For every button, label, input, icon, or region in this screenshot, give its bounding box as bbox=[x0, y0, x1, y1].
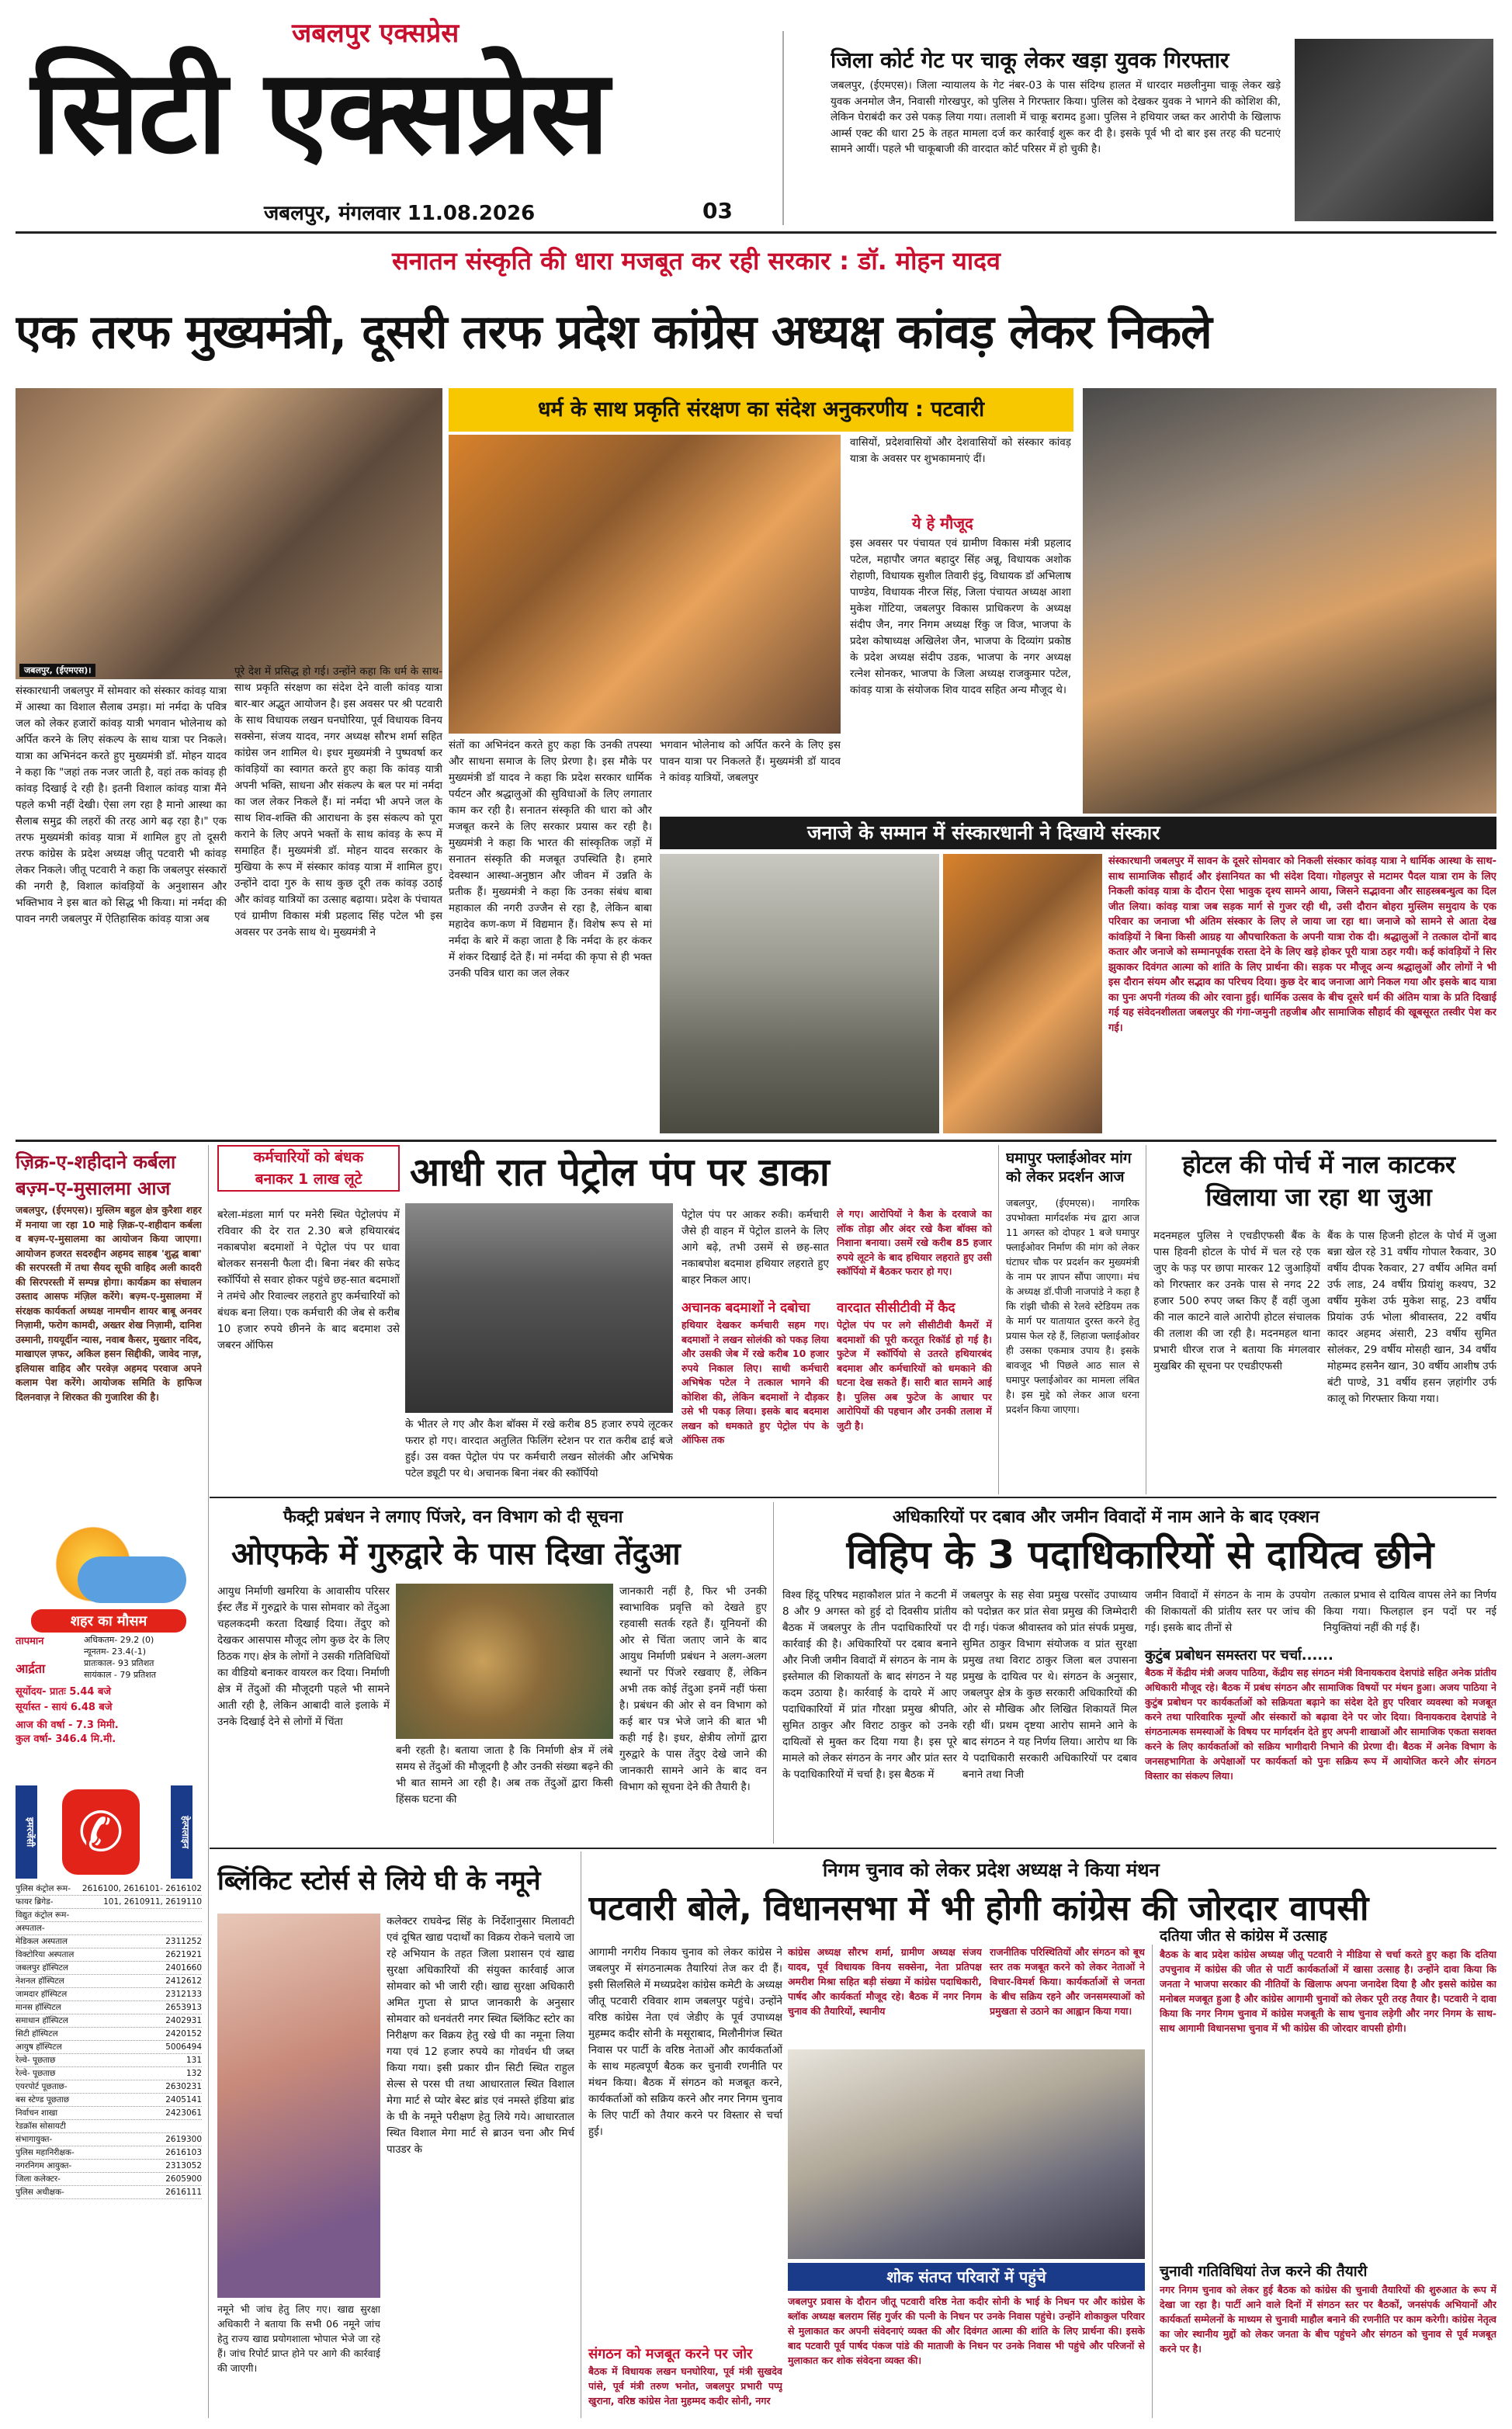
hotel-headline-2: खिलाया जा रहा था जुआ bbox=[1205, 1182, 1432, 1212]
lead-present-heading: ये हे मौजूद bbox=[912, 514, 973, 533]
newspaper-name: सिटी एक्सप्रेस bbox=[31, 45, 608, 180]
ghamapur-body: जबलपुर, (ईएमएस)। नागरिक उपभोक्ता मार्गदर्शक मंच द्वारा आज 11 अगस्त को दोपहर 1 बजे घमापुर फ्लाईओवर निर्माण की मांग को लेकर घंटाघर चौक पर प्रदर्शन कर मुख्यमंत्री के नाम पर ज्ञापन सौंपा जाएगा। मंच के अध्यक्ष डॉ.पीजी नाजपांडे ने कहा है कि रांझी चौकी से रेलवे स्टेडियम तक के मार्ग पर यातायात दुरस्त करने हेतु प्रयास फेल रहे हैं, लिहाजा फ्लाईओवर ही उसका एकमात्र उपाय है। इसके बावजूद भी पिछले आठ साल से घमापुर फ्लाईओवर का मामला लंबित है। इस मुद्दे को लेकर आज धरना प्रदर्शन किया जाएगा। bbox=[1006, 1197, 1139, 1415]
condolence-heading: शोक संतप्त परिवारों में पहुंचे bbox=[788, 2263, 1145, 2291]
top-story-headline: जिला कोर्ट गेट पर चाकू लेकर खड़ा युवक गिरफ्तार bbox=[831, 47, 1229, 73]
helpline-row-name: जबलपुर हॉस्पिटल bbox=[16, 1963, 68, 1973]
helpline-row-number: 2605900 bbox=[165, 2174, 202, 2184]
weather-title: शहर का मौसम bbox=[31, 1609, 186, 1633]
petrol-photo bbox=[405, 1203, 673, 1413]
helpline-list bbox=[16, 1882, 202, 2199]
masthead bbox=[31, 8, 753, 227]
top-story-photo bbox=[1295, 39, 1493, 221]
helpline-row-number: 2619300 bbox=[165, 2135, 202, 2144]
helpline-row bbox=[16, 2120, 202, 2133]
congress-side-body-2: नगर निगम चुनाव को लेकर हुई बैठक को कांग्रेस की चुनावी तैयारियों की शुरुआत के रूप में देखा जा रहा है। पार्टी आने वाले दिनों में संगठन स्तर पर बैठकों, जनसंपर्क अभियानों और कार्यकर्ता सम्मेलनों के माध्यम से चुनावी माहौल बनाने की रणनीति पर काम करेगी। कांग्रेस नेतृत्व का जोर स्थानीय मुद्दों को लेकर जनता के बीच पहुंचने और संगठन को चुनाव से पूर्व मजबूत करने पर है। bbox=[1160, 2284, 1496, 2354]
helpline-row-number: 2616103 bbox=[165, 2148, 202, 2157]
weather-humidity-label: आर्द्रता bbox=[16, 1661, 46, 1676]
helpline-row-name: अस्पताल- bbox=[16, 1924, 45, 1933]
congress-side-body: बैठक के बाद प्रदेश कांग्रेस अध्यक्ष जीतू पटवारी ने मीडिया से चर्चा करते हुए कहा कि दतिया उपचुनाव में कांग्रेस की जीत से पार्टी कार्यकर्ताओं में खासा उत्साह है। उन्होंने दावा किया कि जनता ने भाजपा सरकार की नीतियों के खिलाफ अपना जनादेश दिया है और इससे कांग्रेस का मनोबल मजबूत हुआ है और कांग्रेस आगामी चुनावों को लेकर पूरी तरह तैयार है। पटवारी ने दावा किया कि नगर निगम चुनाव में कांग्रेस मजबूती के साथ चुनाव लड़ेगी और नगर निगम के साथ-साथ आगामी विधानसभा चुनाव में भी कांग्रेस की जोरदार वापसी होगी। bbox=[1160, 1948, 1496, 2034]
weather-box bbox=[16, 1525, 202, 1743]
weather-morning: प्रातःकाल- 93 प्रतिशत bbox=[84, 1658, 154, 1668]
helpline-row-name: सिटी हॉस्पिटल bbox=[16, 2029, 58, 2039]
masthead-divider bbox=[782, 31, 784, 225]
congress-headline: पटवारी बोले, विधानसभा में भी होगी कांग्रेस की जोरदार वापसी bbox=[588, 1889, 1369, 1928]
funeral-body: संस्कारधानी जबलपुर में सावन के दूसरे सोमवार को निकली संस्कार कांवड़ यात्रा ने धार्मिक आस्था के साथ-साथ सामाजिक सौहार्द और इंसानियत का भी संदेश दिया। गोहलपुर से मटामर पैदल यात्रा राम के लिए निकली कांवड़ यात्रा के दौरान ऐसा भावुक दृश्य सामने आया, जिसने सद्भावना और साहस्त्रबन्धुत्व का दिल जीत लिया। कांवड़ यात्रा जब सड़क मार्ग से गुजर रही थी, उसी दौरान बोहरा मुस्लिम समुदाय के एक परिवार का जनाजा भी अंतिम संस्कार के लिए ले जाया जा रहा था। जनाजे को सामने से आता देख कांवड़ियों ने बिना किसी आग्रह या औपचारिकता के अपनी यात्रा रोक दी। श्रद्धालुओं ने तत्काल दोनों बाद कतार और जनाजे को सम्मानपूर्वक रास्ता देने के लिए खड़े होकर पूरी यात्रा ठहर गयी। कई कांवड़ियों ने सिर झुकाकर दिवंगत आत्मा को शांति के लिए प्रार्थना की। सड़क पर मौजूद अन्य श्रद्धालुओं और लोगों ने भी इस दौरान संयम और सद्भाव का परिचय दिया। कुछ देर बाद जनाजा आगे निकल गया और इसके बाद यात्रा का पुनः अपनी गंतव्य की ओर रवाना हुई। धार्मिक उत्सव के बीच दूसरे धर्म की अंतिम यात्रा के प्रति दिखाई गई यह संवेदनशीलता जबलपुर की गंगा-जमुनी तहजीब और सामाजिक सौहार्द की खूबसूरत तस्वीर पेश कर गई। bbox=[1108, 855, 1496, 1034]
helpline-row-name: संभागायुक्त- bbox=[16, 2135, 53, 2144]
helpline-row-name: फायर ब्रिगेड- bbox=[16, 1897, 54, 1907]
funeral-photo-1 bbox=[660, 854, 939, 1133]
ghamapur-headline-1: घमापुर फ्लाईओवर मांग bbox=[1006, 1150, 1132, 1167]
weather-rain-total: कुल वर्षा- 346.4 मि.मी. bbox=[16, 1733, 116, 1745]
lead-col-5b: इस अवसर पर पंचायत एवं ग्रामीण विकास मंत्री प्रहलाद पटेल, महापौर जगत बहादुर सिंह अन्नू, विधायक अशोक रोहाणी, विधायक सुशील तिवारी इंदु, विधायक डॉ अभिलाष पाण्डेय, विधायक नीरज सिंह, जिला पंचायत अध्यक्ष आशा मुकेश गोंटिया, जबलपुर विकास प्राधिकरण के अध्यक्ष संदीप जैन, नगर निगम अध्यक्ष रिंकु ज विज, भाजपा के प्रदेश कोषाध्यक्ष अखिलेश जैन, भाजपा के दिव्यांग प्रकोष्ठ के प्रदेश अध्यक्ष संदीप उडक, भाजपा के नगर अध्यक्ष रत्नेश सोनकर, भाजपा के जिला अध्यक्ष राजकुमार पटेल, कांवड़ यात्रा के संयोजक शिव यादव सहित अन्य मौजूद थे। bbox=[850, 537, 1071, 696]
helpline-row-number: 2616111 bbox=[165, 2188, 202, 2197]
funeral-photo-2 bbox=[943, 854, 1102, 1133]
helpline-row-name: रेडक्रॉस सोसायटी bbox=[16, 2122, 66, 2131]
lead-subhead: धर्म के साथ प्रकृति संरक्षण का संदेश अनुकरणीय : पटवारी bbox=[449, 388, 1073, 432]
petrol-tag bbox=[217, 1145, 400, 1192]
helpline-row-number: 131 bbox=[186, 2056, 202, 2065]
helpline-row bbox=[16, 2041, 202, 2054]
helpline-row-name: जामदार हॉस्पिटल bbox=[16, 1990, 68, 1999]
helpline-row bbox=[16, 1922, 202, 1935]
helpline-row-name: पुलिस महानिरीक्षक- bbox=[16, 2148, 75, 2157]
helpline-row-name: बस स्टेण्ड पूछताछ bbox=[16, 2095, 70, 2105]
leopard-col-1: आयुध निर्माणी खमरिया के आवासीय परिसर ईस्ट लैंड में गुरुद्वारे के पास सोमवार को तेंदुआ चहलकदमी करता दिखाई दिया। तेंदुए को देखकर आसपास मौजूद लोग कुछ देर के लिए ठिठक गए। क्षेत्र के लोगों ने उसकी गतिविधियों का वीडियो बनाकर वायरल कर दिया। निर्माणी क्षेत्र में तेंदुओं की मौजूदगी पहले भी सामने आती रही है, लेकिन आबादी वाले इलाके में उनके दिखाई देने से लोगों में चिंता bbox=[217, 1585, 390, 1728]
helpline-left-label: इमरजेंसी bbox=[16, 1785, 37, 1879]
helpline-row bbox=[16, 2173, 202, 2186]
hotel-col-2: बैंक के पास हिजनी होटल के पोर्च में जुआ बन्ना खेल रहे 31 वर्षीय गोपाल रैकवार, 30 वर्षीय दीपक रैकवार, 27 वर्षीय अमित वर्मा उर्फ लाड, 24 वर्षीय प्रियांशु कश्यप, 32 वर्षीय मुकेश उर्फ मुकेश साहू, 23 वर्षीय प्रियांक उर्फ भोला श्रीवास्तव, 22 वर्षीय कादर अहमद अंसारी, 23 वर्षीय सुमित सोलंकर, 29 वर्षीय मोसही खान, 34 वर्षीय मोहम्मद हसनैन खान, 30 वर्षीय आशीष उर्फ बंटी पाण्डे, 31 वर्षीय हसन ज़हांगीर उर्फ कालू को गिरफ्तार किया गया। bbox=[1327, 1230, 1496, 1405]
helpline-row-number: 2313052 bbox=[165, 2161, 202, 2170]
congress-photo bbox=[788, 2049, 1145, 2259]
helpline-row-number: 2621921 bbox=[165, 1950, 202, 1959]
vhp-col-1: विश्व हिंदू परिषद महाकौशल प्रांत ने कटनी में 8 और 9 अगस्त को हुई दो दिवसीय प्रांतीय बैठक में जबलपुर के तीन पदाधिकारियों पर कार्रवाई की है। अधिकारियों पर दबाव बनाने और निजी जमीन विवादों में संगठन के नाम के इस्तेमाल की शिकायतों के बाद संगठन ने यह कदम उठाया है। कार्रवाई के दायरे में आए पदाधिकारियों में प्रांत गौरक्षा प्रमुख श्रीपति, सुमित ठाकुर और विराट ठाकुर को उनके दायित्वों से मुक्त कर दिया गया है। इस पूरे मामले को लेकर संगठन के नगर और प्रांत स्तर के पदाधिकारियों में चर्चा है। इस बैठक में bbox=[782, 1589, 957, 1781]
congress-side-heading-2: चुनावी गतिविधियां तेज करने की तैयारी bbox=[1160, 2263, 1368, 2280]
left-col-divider bbox=[208, 1145, 209, 2418]
funeral-headline: जनाजे के सम्मान में संस्कारधानी ने दिखाये संस्कार bbox=[660, 817, 1496, 849]
petrol-col-4a: ले गए। आरोपियों ने कैश के दरवाजे का लॉक तोड़ा और अंदर रखे कैश बॉक्स को निशाना बनाया। उसमें रखे करीब 85 हजार रुपये लूटने के बाद हथियार लहराते हुए उसी स्कॉर्पियो में बैठकर फरार हो गए। bbox=[837, 1208, 992, 1277]
blinkit-body: कलेक्टर राघवेन्द्र सिंह के निर्देशानुसार मिलावटी एवं दूषित खाद्य पदार्थों का विक्रय रोकने चलाये जा रहे अभियान के तहत जिला प्रशासन एवं खाद्य सुरक्षा अधिकारियों की संयुक्त कार्रवाई आज सोमवार को भी जारी रही। खाद्य सुरक्षा अधिकारी अमित गुप्ता से प्राप्त जानकारी के अनुसार सोमवार को धनवंतरी नगर स्थित ब्लिंकिट स्टोर का निरीक्षण कर विक्रय हेतु रखे घी का नमूना लिया गया एवं 12 हजार रुपये का गोवर्धन घी जब्त किया गया। इसी प्रकार ग्रीन सिटी स्थित राहुल सेल्स से परस घी तथा आधारताल स्थित विशाल मेगा मार्ट से प्योर बेस्ट ब्रांड एवं नमस्ते इंडिया ब्रांड के घी के नमूने परीक्षण हेतु लिये गये। आधारताल स्थित विशाल मेगा मार्ट से ब्राउन चना और मिर्च पाउडर के bbox=[387, 1915, 574, 2156]
helpline-row bbox=[16, 1909, 202, 1922]
petrol-col-3: पेट्रोल पंप पर आकर रुकी। कर्मचारी जैसे ही वाहन में पेट्रोल डालने के लिए आगे बढ़े, तभी उसमें से छह-सात नकाबपोश बदमाश हथियार लहराते हुए बाहर निकल आए। bbox=[681, 1209, 829, 1286]
helpline-row-number: 101, 2610911, 2619110 bbox=[103, 1897, 202, 1907]
page-number: 03 bbox=[702, 198, 733, 224]
leopard-col-3: जानकारी नहीं है, फिर भी उनकी स्वाभाविक प्रवृत्ति को देखते हुए रहवासी सतर्क रहते हैं। यूनियनों की ओर से चिंता जताए जाने के बाद आयुध निर्माणी प्रबंधन ने अलग-अलग स्थानों पर पिंजरे रखवाए हैं, लेकिन अभी तक कोई तेंदुआ इनमें नहीं फंसा है। प्रबंधन की ओर से वन विभाग को कई बार पत्र भेजे जाने की बात भी कही गई है। इधर, क्षेत्रीय लोगों द्वारा गुरुद्वारे के पास तेंदुए देखे जाने की जानकारी सामने आने के बाद वन विभाग को सूचना देने की तैयारी है। bbox=[619, 1585, 767, 1793]
congress-side-heading: दतिया जीत से कांग्रेस में उत्साह bbox=[1160, 1928, 1327, 1945]
helpline-row-name: विद्युत कंट्रोल रूम- bbox=[16, 1910, 70, 1920]
congress-col-1: आगामी नगरीय निकाय चुनाव को लेकर कांग्रेस ने जबलपुर में संगठनात्मक तैयारियां तेज कर दी हैं। इसी सिलसिले में मध्यप्रदेश कांग्रेस कमेटी के अध्यक्ष जीतू पटवारी रविवार शाम जबलपुर पहुंचे। उन्होंने वरिष्ठ कांग्रेस नेता एवं जेडीए के पूर्व उपाध्यक्ष मुहम्मद कदीर सोनी के मसूराबाद, मिलौनीगंज स्थित निवास पर पार्टी के वरिष्ठ नेताओं और कार्यकर्ताओं के साथ महत्वपूर्ण बैठक कर चुनावी रणनीति पर मंथन किया। बैठक में संगठन को मजबूत करने, कार्यकर्ताओं को सक्रिय करने और नगर निगम चुनाव के लिए पार्टी को तैयार करने पर विस्तार से चर्चा हुई। bbox=[588, 1946, 782, 2138]
helpline-row bbox=[16, 2133, 202, 2146]
helpline-row-number: 132 bbox=[186, 2069, 202, 2078]
vhp-col-2: जबलपुर के सह सेवा प्रमुख परसोंद उपाध्याय को पदोन्नत कर प्रांत सेवा प्रमुख की जिम्मेदारी दी गई। पंकज श्रीवास्तव को प्रांत संपर्क प्रमुख, सुमित ठाकुर विभाग संयोजक व प्रांत सुरक्षा प्रमुख तथा विराट ठाकुर जिला बल उपासना प्रमुख के दायित्व पर थे। संगठन के अनुसार, जबलपुर क्षेत्र के कुछ सरकारी अधिकारियों की ओर से मौखिक और लिखित शिकायतें मिल रही थीं। प्रथम दृष्टया आरोप सामने आने के बाद संगठन ने यह निर्णय लिया। आरोप था कि ये पदाधिकारी सरकारी अधिकारियों पर दबाव बनाने तथा निजी bbox=[962, 1589, 1137, 1781]
helpline-row-name: मानस हॉस्पिटल bbox=[16, 2003, 61, 2012]
helpline-row bbox=[16, 2186, 202, 2199]
petrol-col4-heading: वारदात सीसीटीवी में कैद bbox=[837, 1300, 955, 1316]
helpline-row-name: नेशनल हॉस्पिटल bbox=[16, 1976, 64, 1986]
lead-col-1: संस्कारधानी जबलपुर में सोमवार को संस्कार कांवड़ यात्रा में आस्था का विशाल सैलाब उमड़ा। मां नर्मदा के पवित्र जल को लेकर हजारों कांवड़ यात्री भगवान भोलेनाथ को अर्पित करने के लिए संकल्प के साथ यात्रा पर निकले। यात्रा का अभिनंदन करते हुए मुख्यमंत्री डॉ. मोहन यादव ने कहा कि "जहां तक नजर जाती है, वहां तक कांवड़ ही कांवड़ दिखाई दे रही है। इतनी विशाल कांवड़ यात्रा मैंने पहले कभी नहीं देखी। ऐसा लग रहा है मानो आस्था का सैलाब समुद्र की लहरों की तरह आगे बढ़ रहा है।" एक तरफ मुख्यमंत्री कांवड़ यात्रा में शामिल हुए तो दूसरी तरफ कांग्रेस के प्रदेश अध्यक्ष जीतू पटवारी भी कांवड़ लेकर निकले। जीतू पटवारी ने कहा कि जबलपुर संस्कारों की नगरी है, विशाल कांवड़ियों के अनुशासन और भक्तिभाव ने इस बात को सिद्ध भी किया। मां नर्मदा की पावन नगरी जबलपुर में ऐतिहासिक कांवड़ यात्रा अब bbox=[16, 685, 227, 925]
leopard-kicker: फैक्ट्री प्रबंधन ने लगाए पिंजरे, वन विभाग को दी सूचना bbox=[283, 1508, 623, 1527]
helpline-right-label: हेल्पलाइन bbox=[171, 1785, 192, 1879]
helpline-row-number: 2423061 bbox=[165, 2108, 202, 2118]
petrol-tag-line1: कर्मचारियों को बंधक bbox=[253, 1149, 364, 1166]
helpline-row bbox=[16, 2001, 202, 2014]
lead-photo-caption: जबलपुर, (ईएमएस)। bbox=[19, 664, 95, 677]
vhp-col-3: जमीन विवादों में संगठन के नाम के उपयोग की शिकायतों की प्रांतीय स्तर पर जांच की गई। इसके बाद तीनों से bbox=[1145, 1589, 1316, 1634]
hotel-col-1: मदनमहल पुलिस ने एचडीएफसी बैंक के पास हिवनी होटल के पोर्च में चल रहे एक जुए के फड़ पर छापा मारकर 12 जुआड़ियों को गिरफ्तार कर उनके पास से नगद 22 हजार 500 रुपए जब्त किए हैं वहीं जुआ की नाल काटने वाले आरोपी होटल संचालक की तलाश की जा रही है। मदनमहल थाना प्रभारी धीरज राज ने बताया कि मंगलवार मुखबिर की सूचना पर एचडीएफसी bbox=[1153, 1230, 1320, 1372]
top-rule bbox=[16, 231, 1496, 234]
helpline-row-number: 2312133 bbox=[165, 1990, 202, 1999]
blinkit-headline: ब्लिंकिट स्टोर्स से लिये घी के नमूने bbox=[217, 1865, 541, 1896]
helpline-row-number: 2412612 bbox=[165, 1976, 202, 1986]
helpline-row-number: 2420152 bbox=[165, 2029, 202, 2039]
helpline-row bbox=[16, 2014, 202, 2028]
helpline-row-number: 2653913 bbox=[165, 2003, 202, 2012]
helpline-phone-icon: ✆ bbox=[62, 1789, 140, 1875]
leopard-headline: ओएफके में गुरुद्वारे के पास दिखा तेंदुआ bbox=[231, 1536, 681, 1572]
petrol-col-4b: पेट्रोल पंप पर लगे सीसीटीवी कैमरों में बदमाशों की पूरी करतूत रिकॉर्ड हो गई है। फुटेज में स्कॉर्पियो से उतरते हथियारबंद बदमाश और कर्मचारियों को धमकाने की घटना देख सकते हैं। सारी बात सामने आई है। पुलिस अब फुटेज के आधार पर आरोपियों की पहचान और उनकी तलाश में जुटी है। bbox=[837, 1319, 992, 1431]
mid-rule-2 bbox=[210, 1497, 1496, 1498]
weather-sunset: सूर्यास्त - सायं 6.48 बजे bbox=[16, 1702, 113, 1713]
helpline-row-name: मेडिकल अस्पताल bbox=[16, 1937, 68, 1946]
helpline-row-name: आयुष हॉस्पिटल bbox=[16, 2042, 62, 2052]
helpline-row bbox=[16, 1962, 202, 1975]
helpline-row-name: पुलिस अधीक्षक- bbox=[16, 2188, 64, 2197]
vhp-subhead: कुटुंब प्रबोधन समस्तरा पर चर्चा...... bbox=[1145, 1647, 1333, 1664]
karbala-headline-1: ज़िक्र-ए-शहीदाने कर्बला bbox=[16, 1151, 176, 1173]
lead-col-4: भगवान भोलेनाथ को अर्पित करने के लिए इस पावन यात्रा पर निकलते हैं। मुख्यमंत्री डॉ यादव ने कांवड़ यात्रियों, जबलपुर bbox=[660, 739, 841, 784]
petrol-col-2b: हथियार देखकर कर्मचारी सहम गए। बदमाशों ने लखन सोलंकी को पकड़ लिया और उसकी जेब में रखे करीब 10 हजार रुपये निकाल लिए। साथी कर्मचारी अभिषेक पटेल ने तत्काल भागने की कोशिश की, लेकिन बदमाशों ने दौड़कर उसे भी पकड़ लिया। इसके बाद बदमाश लखन को धमकाते हुए पेट्रोल पंप के ऑफिस तक bbox=[681, 1319, 829, 1445]
congress-kicker: निगम चुनाव को लेकर प्रदेश अध्यक्ष ने किया मंथन bbox=[823, 1859, 1160, 1881]
blinkit-body-2: नमूने भी जांच हेतु लिए गए। खाद्य सुरक्षा अधिकारी ने बताया कि सभी 06 नमूने जांच हेतु राज्य खाद्य प्रयोगशाला भोपाल भेजे जा रहे हैं। जांच रिपोर्ट प्राप्त होने पर आगे की कार्रवाई की जाएगी। bbox=[217, 2303, 380, 2374]
weather-temp-max: अधिकतम- 29.2 (0) bbox=[84, 1635, 154, 1645]
petrol-headline: आधी रात पेट्रोल पंप पर डाका bbox=[410, 1150, 830, 1195]
petrol-col2-heading: अचानक बदमाशों ने दबोचा bbox=[681, 1300, 810, 1316]
congress-side-divider bbox=[1152, 1945, 1153, 2418]
helpline-row bbox=[16, 1948, 202, 1962]
weather-cloud-icon bbox=[78, 1556, 186, 1603]
petrol-col-2: के भीतर ले गए और कैश बॉक्स में रखे करीब 85 हजार रुपये लूटकर फरार हो गए। वारदात अतुलित फिलिंग स्टेशन पर रात करीब ढाई बजे हुई। उस वक्त पेट्रोल पंप पर कर्मचारी लखन सोलंकी और अभिषेक पटेल ड्यूटी पर थे। अचानक बिना नंबर की स्कॉर्पियो bbox=[405, 1418, 673, 1480]
helpline-row bbox=[16, 2067, 202, 2080]
helpline-row-name: रेल्वे- पूछताछ bbox=[16, 2056, 56, 2065]
helpline-row bbox=[16, 1988, 202, 2001]
dateline: जबलपुर, मंगलवार 11.08.2026 bbox=[264, 202, 536, 225]
weather-rain-today: आज की वर्षा - 7.3 मिमी. bbox=[16, 1719, 119, 1731]
helpline-row bbox=[16, 1975, 202, 1988]
helpline-row-name: नगरनिगम आयुक्त- bbox=[16, 2161, 72, 2170]
helpline-row bbox=[16, 2160, 202, 2173]
helpline-row-name: समाधान हॉस्पिटल bbox=[16, 2016, 68, 2025]
helpline-row-name: एयरपोर्ट पूछताछ- bbox=[16, 2082, 68, 2091]
edition-name: जबलपुर एक्सप्रेस bbox=[292, 18, 459, 49]
leopard-photo bbox=[396, 1584, 613, 1739]
helpline-row bbox=[16, 2146, 202, 2160]
blinkit-photo bbox=[217, 1914, 380, 2298]
helpline-row-number: 5006494 bbox=[165, 2042, 202, 2052]
lead-photo-cm bbox=[16, 388, 442, 679]
helpline-row bbox=[16, 2054, 202, 2067]
helpline-row bbox=[16, 1935, 202, 1948]
vhp-divider bbox=[773, 1502, 774, 1844]
lead-col-2: पूरे देश में प्रसिद्ध हो गई। उन्होंने कहा कि धर्म के साथ-साथ प्रकृति संरक्षण का संदेश देने वाली कांवड़ यात्रा बार-बार अद्भुत आयोजन है। इस अवसर पर श्री पटवारी के साथ विधायक लखन घनघोरिया, पूर्व विधायक विनय सक्सेना, संजय यादव, नगर अध्यक्ष सौरभ शर्मा सहित कांग्रेस जन शामिल थे। इधर मुख्यमंत्री ने पुष्पवर्षा कर कांवड़ियों का स्वागत करते हुए कहा कि कांवड़ यात्री अपनी भक्ति, साधना और संकल्प के बल पर मां नर्मदा का जल लेकर निकले हैं। मां नर्मदा भी अपने जल के साथ शिव-शक्ति की आराधना के इस संकल्प को पूरा कराने के लिए अपने भक्तों के साथ कांवड़ के रूप में समाहित हैं। मुख्यमंत्री डॉ. मोहन यादव सरकार के मुखिया के रूप में संस्कार कांवड़ यात्रा में शामिल हुए। उन्होंने दादा गुरु के साथ कुछ दूरी तक कांवड़ उठाई और कांवड़ यात्रियों का उत्साह बढ़ाया। प्रदेश के पंचायत एवं ग्रामीण विकास मंत्री प्रहलाद सिंह पटेल भी इस अवसर पर उनके साथ थे। मुख्यमंत्री ने bbox=[234, 665, 442, 939]
congress-mid-heading: संगठन को मजबूत करने पर जोर bbox=[588, 2346, 753, 2362]
lead-kicker: सनातन संस्कृति की धारा मजबूत कर रही सरकार : डॉ. मोहन यादव bbox=[392, 246, 1000, 276]
helpline-row-name: रेल्वे- पूछताछ bbox=[16, 2069, 56, 2078]
helpline-row-number: 2405141 bbox=[165, 2095, 202, 2105]
helpline-row-number: 2630231 bbox=[165, 2082, 202, 2091]
lead-headline: एक तरफ मुख्यमंत्री, दूसरी तरफ प्रदेश कांग्रेस अध्यक्ष कांवड़ लेकर निकले bbox=[16, 305, 1212, 359]
ghamapur-headline-2: को लेकर प्रदर्शन आज bbox=[1006, 1168, 1125, 1185]
lead-col-5a: वासियों, प्रदेशवासियों और देशवासियों को संस्कार कांवड़ यात्रा के अवसर पर शुभकामनाएं दीं। bbox=[850, 436, 1071, 465]
vhp-col-4: तत्काल प्रभाव से दायित्व वापस लेने का निर्णय किया गया। फिलहाल इन पदों पर नई नियुक्तियां नहीं की गई हैं। bbox=[1323, 1589, 1496, 1634]
helpline-row bbox=[16, 2080, 202, 2094]
weather-temp-min: न्यूनतम- 23.4(-1) bbox=[84, 1647, 147, 1657]
helpline-row bbox=[16, 2094, 202, 2107]
petrol-col-1: बरेला-मंडला मार्ग पर मनेरी स्थित पेट्रोलपंप में रविवार की देर रात 2.30 बजे हथियारबंद नकाबपोश बदमाशों ने पेट्रोल पंप पर धावा बोलकर सनसनी फैला दी। बिना नंबर की सफेद स्कॉर्पियो से सवार होकर पहुंचे छह-सात बदमाशों ने तमंचे और रिवाल्वर लहराते हुए कर्मचारियों को बंधक बना लिया। एक कर्मचारी की जेब से करीब 10 हजार रुपये छीनने के बाद बदमाश उसे जबरन ऑफिस bbox=[217, 1209, 400, 1352]
mid-rule-1 bbox=[16, 1140, 1496, 1142]
hotel-headline-1: होटल की पोर्च में नाल काटकर bbox=[1182, 1150, 1455, 1179]
helpline-row-number: 2616100, 2616101- 2616102 bbox=[81, 1884, 202, 1893]
karbala-body: जबलपुर, (ईएमएस)। मुस्लिम बहुल क्षेत्र कुरैशा शहर में मनाया जा रहा 10 माहे ज़िक्र-ए-शहीदान कर्बला व बज़्म-ए-मुसालमा का आयोजन किया जाएगा। आयोजन हजरत सदरुद्दीन अहमद साहब 'शुद्ध बाबा' की सरपरस्ती में तथा सैयद सूफी वाहिद अली कादरी की सिरपरस्ती में सम्पन्न होगा। कार्यक्रम का संचालन उस्ताद आसफ मंज़िल करेंगे। बज़्म-ए-मुसालमा में संरक्षक कार्यकर्ता अध्यक्ष नामचीन शायर बाबू अनवर निज़ामी, फरोग कामदी, अख्तर शेख निज़ामी, दानिश उस्मानी, ग़ययूर्दीन न्यास, नवाब कैसर, मुख्तार नदिद, माखाएल ज़फर, अकिल हसन सिद्दीकी, जावेद नाज़, इलियास वाहिद और परवेज़ अहमद परवाज अपने कलाम पेश करेंगे। आयोजक समिति के हाफिज दिलनवाज़ ने शिरकत की गुजारिश की है। bbox=[16, 1204, 202, 1403]
helpline-row-name: पुलिस कंट्रोल रूम- bbox=[16, 1884, 71, 1893]
karbala-headline-2: बज़्म-ए-मुसालमा आज bbox=[16, 1178, 171, 1199]
congress-col-1b: बैठक में विधायक लखन घनघोरिया, पूर्व मंत्री सुखदेव पांसे, पूर्व मंत्री तरुण भनोत, जबलपुर प्रभारी पप्पू खुराना, वरिष्ठ कांग्रेस नेता मुहम्मद कदीर सोनी, नगर bbox=[588, 2365, 782, 2406]
helpline-row bbox=[16, 1896, 202, 1909]
helpline-row-number: 2402931 bbox=[165, 2016, 202, 2025]
weather-evening: सायंकाल - 79 प्रतिशत bbox=[84, 1670, 157, 1680]
helpline-row-number: 2401660 bbox=[165, 1963, 202, 1973]
top-story-body: जबलपुर, (ईएमएस)। जिला न्यायालय के गेट नंबर-03 के पास संदिग्ध हालत में धारदार मछलीनुमा चाकू लेकर खड़े युवक अनमोल जैन, निवासी गोरखपुर, को पुलिस ने गिरफ्तार किया। पुलिस को देखकर युवक ने भागने की कोशिश की, लेकिन घेराबंदी कर उसे पकड़ लिया गया। तलाशी में चाकू बरामद हुआ। पुलिस ने हथियार जब्त कर आरोपी के खिलाफ आर्म्स एक्ट की धारा 25 के तहत मामला दर्ज कर कार्रवाई शुरू कर दी है। इसके पूर्व भी दो बार इस तरह की घटनाएं सामने आयीं। पहले भी चाकूबाजी की वारदात कोर्ट परिसर में हो चुकी है। bbox=[831, 79, 1281, 155]
helpline-row bbox=[16, 2107, 202, 2120]
helpline-row-name: विक्टोरिया अस्पताल bbox=[16, 1950, 75, 1959]
weather-sunrise: सूर्योदय- प्रातः 5.44 बजे bbox=[16, 1686, 112, 1698]
leopard-col-2: बनी रहती है। बताया जाता है कि निर्माणी क्षेत्र में लंबे समय से तेंदुओं की मौजूदगी है और उनकी संख्या बढ़ने की भी बात सामने आ रही है। अब तक तेंदुओं द्वारा किसी हिंसक घटना की bbox=[396, 1744, 613, 1806]
vhp-headline: विहिप के 3 पदाधिकारियों से दायित्व छीने bbox=[846, 1532, 1434, 1577]
congress-col-2: कांग्रेस अध्यक्ष सौरभ शर्मा, ग्रामीण अध्यक्ष संजय यादव, पूर्व विधायक विनय सक्सेना, नेता प्रतिपक्ष अमरीश मिश्रा सहित बड़ी संख्या में कांग्रेस पदाधिकारी, पार्षद और कार्यकर्ता मौजूद रहे। बैठक में नगर निगम चुनाव की तैयारियों, स्थानीय bbox=[788, 1946, 982, 2017]
helpline-row-number: 2311252 bbox=[165, 1937, 202, 1946]
helpline-row-name: जिला कलेक्टर- bbox=[16, 2174, 61, 2184]
helpline-row bbox=[16, 1882, 202, 1896]
congress-col-3: राजनीतिक परिस्थितियों और संगठन को बूथ स्तर तक मजबूत करने को लेकर नेताओं ने विचार-विमर्श किया। कार्यकर्ताओं से जनता के बीच सक्रिय रहने और जनसमस्याओं को प्रमुखता से उठाने का आह्वान किया गया। bbox=[990, 1946, 1145, 2017]
lead-col-3: संतों का अभिनंदन करते हुए कहा कि उनकी तपस्या और साधना समाज के लिए प्रेरणा है। इस मौके पर मुख्यमंत्री डॉ यादव ने कहा कि प्रदेश सरकार धार्मिक पर्यटन और श्रद्धालुओं की सुविधाओं के लिए लगातार काम कर रही है। सनातन संस्कृति की धारा को और मजबूत करने के लिए सरकार प्रयास कर रही है। मुख्यमंत्री ने कहा कि भारत की सांस्कृतिक जड़ों में सनातन संस्कृति की मजबूत उपस्थिति है। हमारे देवस्थान आस्था-अनुष्ठान और जीवन में उन्नति के प्रतीक हैं। मुख्यमंत्री ने कहा कि उनका संबंध बाबा महाकाल की नगरी उज्जैन से रहा है, लेकिन बाबा महादेव कण-कण में विद्यमान हैं। विशेष रूप से मां नर्मदा के बारे में कहा जाता है कि नर्मदा के हर कंकर में शंकर दिखाई देते हैं। मां नर्मदा की कृपा से ही भक्त उनकी पवित्र धारा का जल लेकर bbox=[449, 739, 652, 980]
vhp-subbody: बैठक में केंद्रीय मंत्री अजय पाठिया, केंद्रीय सह संगठन मंत्री विनायकराव देशपांडे सहित अनेक प्रांतीय अधिकारी मौजूद रहे। बैठक में प्रबंध संगठन और सामाजिक विषयों पर मंथन हुआ। अजय पाठिया ने कुटुंब प्रबोधन पर कार्यकर्ताओं को सक्रियता बढ़ाने का संदेश देते हुए परिवार व्यवस्था को मजबूत करने तथा पारिवारिक मूल्यों और संस्कारों को बढ़ावा देने पर जोर दिया। विनायकराव देशपांडे ने संगठनात्मक समस्याओं के विषय पर मार्गदर्शन देते हुए अपनी शाखाओं और सामाजिक एकता सशक्त करने के लिए कार्यकर्ताओं को सक्रिय भागीदारी निभाने की प्रेरणा दी। बैठक में अनेक विभाग के जनसहभागिता के अपेक्षाओं पर कार्यकर्ता को पुनः सक्रिय रूप में आयोजित करने और संगठन विस्तार का संकल्प लिया। bbox=[1145, 1667, 1496, 1782]
ghamapur-divider bbox=[998, 1145, 999, 1494]
lead-photo-crowd bbox=[1083, 388, 1496, 814]
condolence-body: जबलपुर प्रवास के दौरान जीतू पटवारी वरिष्ठ नेता कदीर सोनी के भाई के निधन पर और कांग्रेस के ब्लॉक अध्यक्ष बलराम सिंह गुर्जर की पत्नी के निधन पर उनके निवास पहुंचे। उन्होंने शोकाकुल परिवार से मुलाकात कर अपनी संवेदनाएं व्यक्त की और दिवंगत आत्मा की शांति के लिए प्रार्थना की। इसके बाद पटवारी पूर्व पार्षद पंकज पांडे की माताजी के निधन पर उनके निवास भी पहुंचे और परिजनों से मुलाकात कर शोक संवेदना व्यक्त की। bbox=[788, 2295, 1145, 2366]
mid-rule-3 bbox=[210, 1848, 1496, 1849]
helpline-row bbox=[16, 2028, 202, 2041]
vhp-kicker: अधिकारियों पर दबाव और जमीन विवादों में नाम आने के बाद एक्शन bbox=[893, 1508, 1320, 1527]
petrol-tag-line2: बनाकर 1 लाख लूटे bbox=[255, 1171, 362, 1188]
weather-temp-label: तापमान bbox=[16, 1636, 44, 1647]
helpline-box bbox=[16, 1785, 202, 2414]
lead-photo-procession bbox=[449, 435, 841, 734]
helpline-row-name: निर्वाचन शाखा bbox=[16, 2108, 58, 2118]
